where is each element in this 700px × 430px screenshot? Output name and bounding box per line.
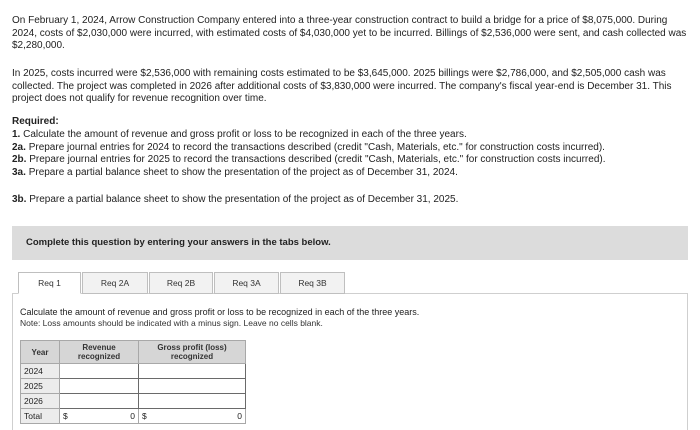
year-cell: 2024 — [21, 364, 60, 379]
requirement-tabs — [18, 272, 346, 294]
year-cell: 2026 — [21, 394, 60, 409]
revenue-table — [20, 340, 246, 424]
required-item-2a: 2a. Prepare journal entries for 2024 to record the transactions described (credit "Cash, Materials, etc." for construction costs incurred). — [12, 141, 605, 153]
total-revenue-value: 0 — [130, 411, 135, 421]
problem-paragraph-2: In 2025, costs incurred were $2,536,000 with remaining costs estimated to be $3,645,000. 2025 billings were $2,786,000, and $2,505,000 cash was collected. The project was completed in 2026 after additional costs of $3,830,000 were incurred. The company's fiscal year-end is December 31. This project does not qualify for revenue recognition over time. — [12, 68, 672, 105]
instructions-main: Calculate the amount of revenue and gross profit or loss to be recognized in each of the three years. — [20, 307, 420, 317]
revenue-2024-input[interactable] — [60, 364, 139, 379]
gross-2026-input[interactable] — [139, 394, 246, 409]
instructions — [20, 307, 419, 329]
instruction-banner — [12, 226, 688, 260]
table-row — [21, 394, 246, 409]
revenue-2025-input[interactable] — [60, 379, 139, 394]
header-gross-profit: Gross profit (loss) recognized — [139, 341, 246, 364]
tab-req-2a[interactable]: Req 2A — [82, 272, 148, 294]
tab-req-2b[interactable]: Req 2B — [149, 272, 213, 294]
tab-req-3b[interactable]: Req 3B — [280, 272, 345, 294]
total-row — [21, 409, 246, 424]
table-row — [21, 379, 246, 394]
required-item-3a: 3a. Prepare a partial balance sheet to show the presentation of the project as of December 31, 2024. — [12, 166, 458, 178]
currency-symbol: $ — [63, 411, 68, 421]
required-item-2b: 2b. Prepare journal entries for 2025 to record the transactions described (credit "Cash, Materials, etc." for construction costs incurred). — [12, 154, 606, 166]
currency-symbol: $ — [142, 411, 147, 421]
gross-2024-input[interactable] — [139, 364, 246, 379]
required-item-1: 1. Calculate the amount of revenue and gross profit or loss to be recognized in each of the three years. — [12, 129, 467, 140]
total-gross-value: 0 — [237, 411, 242, 421]
instructions-note: Note: Loss amounts should be indicated with a minus sign. Leave no cells blank. — [20, 318, 323, 328]
gross-2025-input[interactable] — [139, 379, 246, 394]
required-item-3b: 3b. Prepare a partial balance sheet to show the presentation of the project as of December 31, 2025. — [12, 194, 459, 205]
total-gross-profit — [139, 409, 246, 424]
total-revenue — [60, 409, 139, 424]
tab-req-1[interactable]: Req 1 — [18, 272, 81, 294]
banner-text: Complete this question by entering your answers in the tabs below. — [26, 237, 331, 248]
required-list — [12, 129, 692, 179]
problem-paragraph-1: On February 1, 2024, Arrow Construction Company entered into a three-year construction contract to build a bridge for a price of $8,075,000. During 2024, costs of $2,030,000 were incurred, with estimated costs of $4,030,000 yet to be incurred. Billings of $2,536,000 were sent, and cash collected was $2,280,000. — [12, 15, 687, 52]
header-revenue: Revenue recognized — [60, 341, 139, 364]
total-label: Total — [21, 409, 60, 424]
revenue-2026-input[interactable] — [60, 394, 139, 409]
tab-req-3a[interactable]: Req 3A — [214, 272, 279, 294]
header-year: Year — [21, 341, 60, 364]
required-heading: Required: — [12, 116, 59, 127]
year-cell: 2025 — [21, 379, 60, 394]
table-row — [21, 364, 246, 379]
